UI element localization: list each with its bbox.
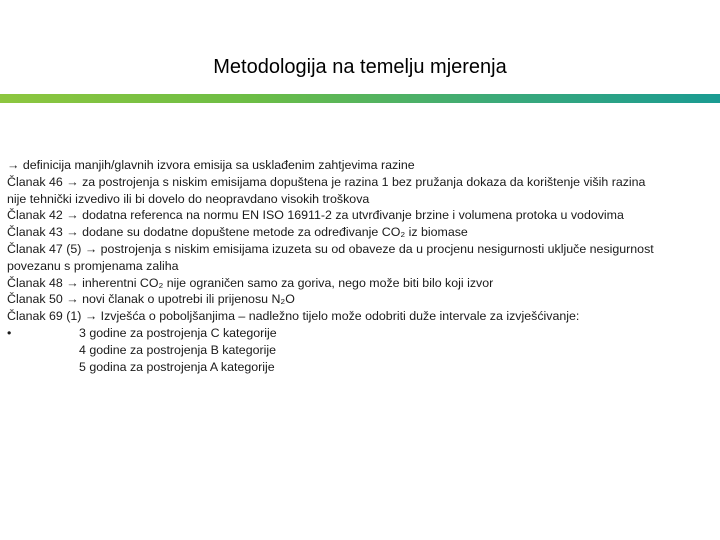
bullet-item: 5 godina za postrojenja A kategorije (79, 359, 275, 374)
text-line: Članak 42 → dodatna referenca na normu EN ISO 16911-2 za utvrđivanje brzine i volumena protoka u vodovima (7, 208, 624, 223)
text-line: Članak 69 (1) → Izvješća o poboljšanjima – nadležno tijelo može odobriti duže intervale za izvješćivanje: (7, 309, 580, 324)
text-line: nije tehnički izvedivo ili bi dovelo do neopravdano visokih troškova (7, 191, 370, 206)
text-line: Članak 47 (5) → postrojenja s niskim emisijama izuzeta su od obaveze da u procjenu nesigurnosti uključe nesigurnost (7, 241, 654, 256)
bullet-item-text: 3 godine za postrojenja C kategorije (79, 325, 277, 340)
text-line: Članak 46 → za postrojenja s niskim emisijama dopuštena je razina 1 bez pružanja dokaza da korištenje viših razina (7, 174, 646, 189)
content-block (7, 157, 720, 375)
bullet-item: 4 godine za postrojenja B kategorije (79, 342, 277, 357)
title-underline-bar (0, 94, 720, 103)
bullet-marker: • (7, 325, 12, 340)
slide-title: Metodologija na temelju mjerenja (213, 56, 507, 78)
text-line: → definicija manjih/glavnih izvora emisija sa usklađenim zahtjevima razine (7, 158, 415, 172)
bullet-item (7, 325, 720, 342)
text-line: povezanu s promjenama zaliha (7, 258, 179, 273)
text-line: Članak 43 → dodane su dodatne dopuštene metode za određivanje CO₂ iz biomase (7, 225, 468, 240)
text-line: Članak 48 → inherentni CO₂ nije ograničen samo za goriva, nego može biti bilo koji izvor (7, 275, 494, 290)
text-line: Članak 50 → novi članak o upotrebi ili prijenosu N₂O (7, 292, 295, 307)
